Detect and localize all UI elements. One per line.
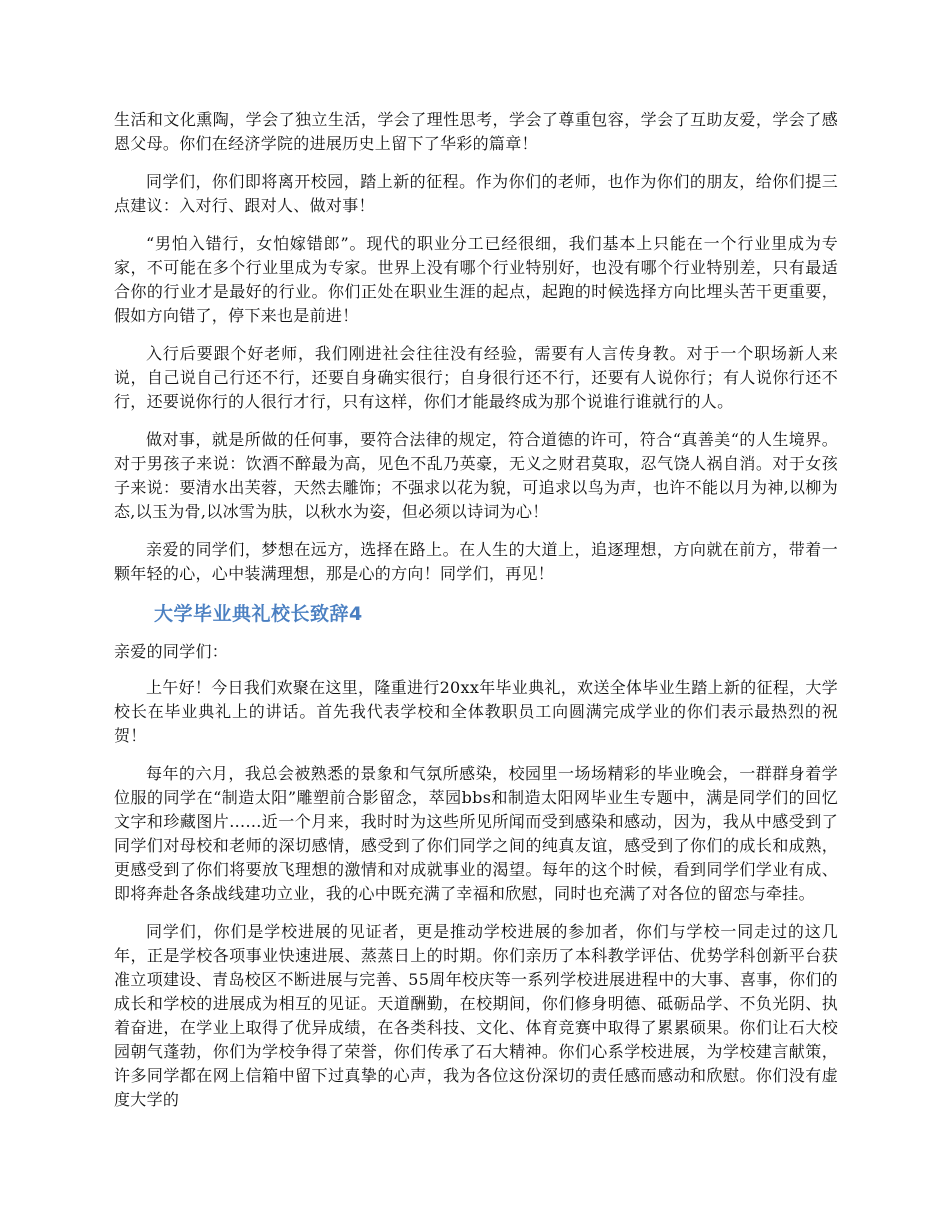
paragraph: 上午好！今日我们欢聚在这里，隆重进行20xx年毕业典礼，欢送全体毕业生踏上新的征程，大学校长在毕业典礼上的讲话。首先我代表学校和全体教职员工向圆满完成学业的你们表示最热烈的祝贺！ bbox=[114, 678, 838, 745]
paragraph: 同学们，你们即将离开校园，踏上新的征程。作为你们的老师，也作为你们的朋友，给你们提三点建议：入对行、跟对人、做对事！ bbox=[114, 172, 838, 215]
paragraph: 亲爱的同学们，梦想在远方，选择在路上。在人生的大道上，追逐理想，方向就在前方，带着一颗年轻的心，心中装满理想，那是心的方向！同学们，再见！ bbox=[114, 540, 838, 583]
paragraph: 同学们，你们是学校进展的见证者，更是推动学校进展的参加者，你们与学校一同走过的这几年，正是学校各项事业快速进展、蒸蒸日上的时期。你们亲历了本科教学评估、优势学科创新平台获准立项建设、青岛校区不断进展与完善、55周年校庆等一系列学校进展进程中的大事、喜事，你们的成长和学校的进展成为相互的见证。天道酬勤，在校期间，你们修身明德、砥砺品学、不负光阴、执着奋进，在学业上取得了优异成绩，在各类科技、文化、体育竞赛中取得了累累硕果。你们让石大校园朝气蓬勃，你们为学校争得了荣誉，你们传承了石大精神。你们心系学校进展，为学校建言献策，许多同学都在网上信箱中留下过真挚的心声，我为各位这份深切的责任感而感动和欣慰。你们没有虚度大学的 bbox=[114, 922, 838, 1109]
paragraph: “男怕入错行，女怕嫁错郎”。现代的职业分工已经很细，我们基本上只能在一个行业里成为专家，不可能在多个行业里成为专家。世界上没有哪个行业特别好，也没有哪个行业特别差，只有最适合你的行业才是最好的行业。你们正处在职业生涯的起点，起跑的时候选择方向比埋头苦干更重要，假如方向错了，停下来也是前进！ bbox=[114, 234, 838, 325]
paragraph: 生活和文化熏陶，学会了独立生活，学会了理性思考，学会了尊重包容，学会了互助友爱，学会了感恩父母。你们在经济学院的进展历史上留下了华彩的篇章！ bbox=[114, 110, 838, 153]
paragraph: 每年的六月，我总会被熟悉的景象和气氛所感染，校园里一场场精彩的毕业晚会，一群群身着学位服的同学在“制造太阳”雕塑前合影留念，萃园bbs和制造太阳网毕业生专题中，满是同学们的回忆文字和珍藏图片......近一个月来，我时时为这些所见所闻而受到感染和感动，因为，我从中感受到了同学们对母校和老师的深切感情，感受到了你们同学之间的纯真友谊，感受到了你们的成长和成熟，更感受到了你们将要放飞理想的激情和对成就事业的渴望。每年的这个时候，看到同学们学业有成、即将奔赴各条战线建功立业，我的心中既充满了幸福和欣慰，同时也充满了对各位的留恋与牵挂。 bbox=[114, 764, 838, 903]
paragraph: 入行后要跟个好老师，我们刚进社会往往没有经验，需要有人言传身教。对于一个职场新人来说，自己说自己行还不行，还要自身确实很行；自身很行还不行，还要有人说你行；有人说你行还不行，还要说你行的人很行才行，只有这样，你们才能最终成为那个说谁行谁就行的人。 bbox=[114, 344, 838, 411]
section-heading: 大学毕业典礼校长致辞4 bbox=[154, 603, 363, 625]
paragraph: 做对事，就是所做的任何事，要符合法律的规定，符合道德的许可，符合“真善美“的人生境界。对于男孩子来说：饮酒不醉最为高，见色不乱乃英豪，无义之财君莫取，忍气饶人祸自消。对于女孩子来说：要清水出芙蓉，天然去雕饰；不强求以花为貌，可追求以鸟为声，也许不能以月为神,以柳为态,以玉为骨,以冰雪为肤，以秋水为姿，但必须以诗词为心！ bbox=[114, 430, 838, 521]
document-page bbox=[114, 108, 838, 1126]
salutation: 亲爱的同学们： bbox=[114, 642, 229, 661]
